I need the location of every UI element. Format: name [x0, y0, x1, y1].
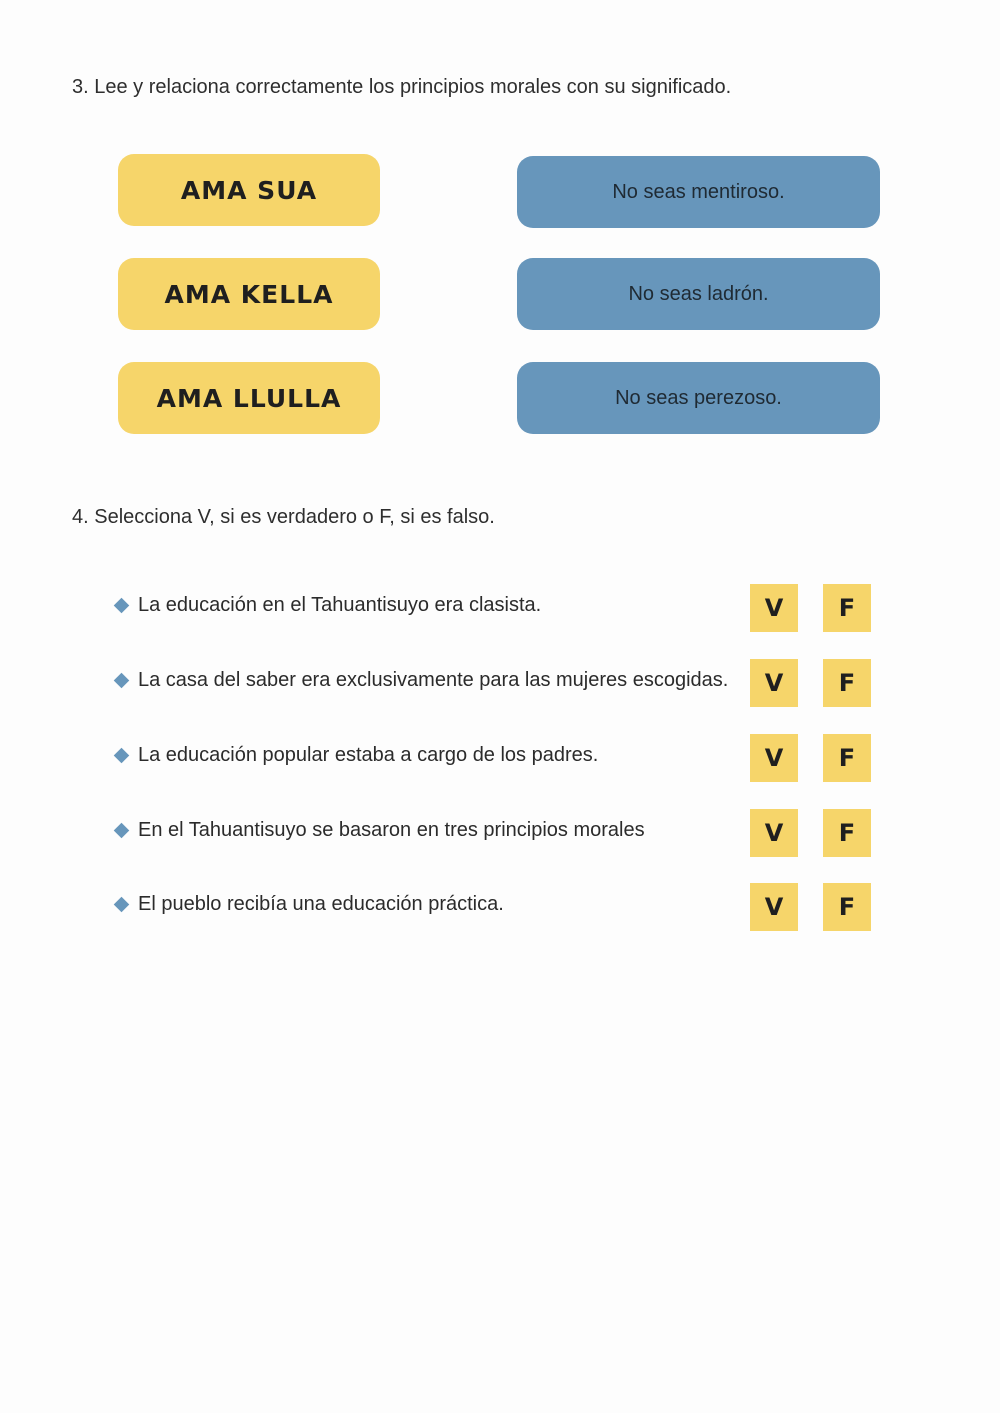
true-false-row [114, 734, 884, 782]
false-option-button[interactable]: F [823, 584, 871, 632]
true-false-row [114, 659, 884, 707]
diamond-bullet-icon [114, 598, 130, 614]
false-option-button[interactable]: F [823, 883, 871, 931]
term-card-ama-llulla[interactable]: AMA LLULLA [118, 362, 380, 434]
true-option-button[interactable]: V [750, 883, 798, 931]
true-option-button[interactable]: V [750, 809, 798, 857]
exercise-3-heading: 3. Lee y relaciona correctamente los principios morales con su significado. [72, 76, 732, 98]
diamond-bullet-icon [114, 673, 130, 689]
meaning-card-mentiroso[interactable]: No seas mentiroso. [517, 156, 880, 228]
true-option-button[interactable]: V [750, 584, 798, 632]
meaning-card-ladron[interactable]: No seas ladrón. [517, 258, 880, 330]
term-card-ama-kella[interactable]: AMA KELLA [118, 258, 380, 330]
meaning-card-perezoso[interactable]: No seas perezoso. [517, 362, 880, 434]
diamond-bullet-icon [114, 823, 130, 839]
true-false-row [114, 809, 884, 857]
diamond-bullet-icon [114, 748, 130, 764]
true-option-button[interactable]: V [750, 734, 798, 782]
diamond-bullet-icon [114, 897, 130, 913]
exercise-4-heading: 4. Selecciona V, si es verdadero o F, si es falso. [72, 506, 495, 528]
statement-text: La casa del saber era exclusivamente para las mujeres escogidas. [138, 669, 729, 691]
false-option-button[interactable]: F [823, 809, 871, 857]
statement-text: La educación en el Tahuantisuyo era clasista. [138, 594, 542, 616]
true-false-row [114, 883, 884, 931]
false-option-button[interactable]: F [823, 659, 871, 707]
statement-text: El pueblo recibía una educación práctica. [138, 893, 504, 915]
false-option-button[interactable]: F [823, 734, 871, 782]
statement-text: La educación popular estaba a cargo de los padres. [138, 744, 599, 766]
true-option-button[interactable]: V [750, 659, 798, 707]
term-card-ama-sua[interactable]: AMA SUA [118, 154, 380, 226]
true-false-row [114, 584, 884, 632]
statement-text: En el Tahuantisuyo se basaron en tres principios morales [138, 819, 645, 841]
